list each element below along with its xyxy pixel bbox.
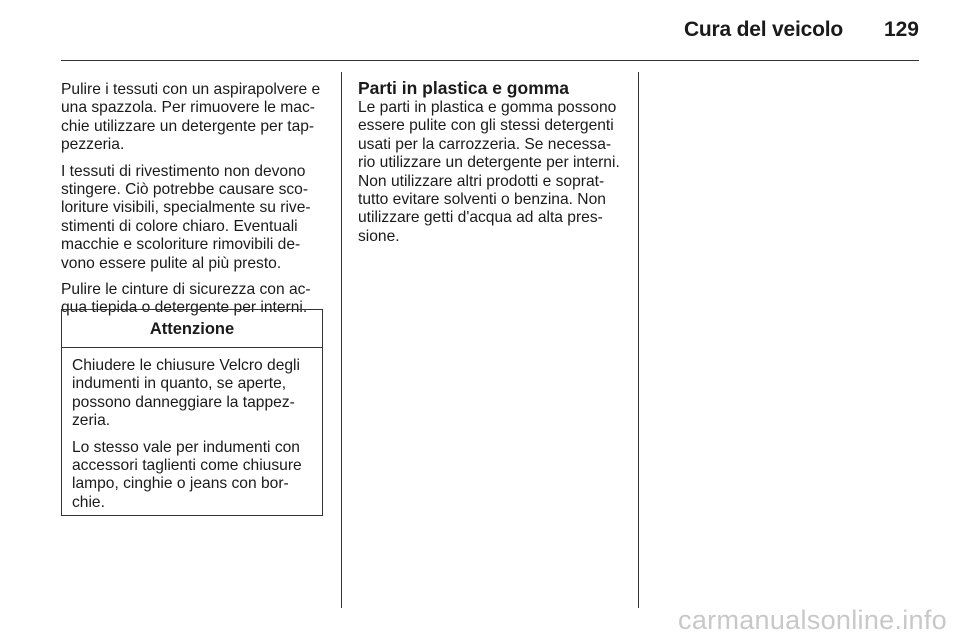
page-header (61, 0, 919, 61)
text-line: loriture visibili, specialmente su rive- (61, 199, 311, 217)
text-line: sione. (358, 227, 400, 245)
text-line: utilizzare getti d'acqua ad alta pres- (358, 209, 603, 227)
chapter-title: Cura del veicolo (683, 18, 843, 41)
page-number: 129 (883, 18, 919, 41)
column-divider (341, 72, 342, 608)
warning-paragraph-velcro (72, 357, 312, 431)
text-line: qua tiepida o detergente per interni. (61, 299, 308, 317)
paragraph-fabric-colorfast (61, 163, 323, 273)
text-line: Chiudere le chiusure Velcro degli (72, 357, 300, 374)
paragraph-plastic-rubber (358, 99, 625, 246)
text-line: lampo, cinghie o jeans con bor- (72, 475, 289, 493)
warning-box (61, 309, 323, 516)
text-line: pezzeria. (61, 136, 125, 154)
text-line: Le parti in plastica e gomma possono (358, 99, 617, 116)
text-line: chie utilizzare un detergente per tap- (61, 117, 315, 135)
text-line: vono essere pulite al più presto. (61, 254, 282, 272)
paragraph-fabric-cleaning (61, 81, 323, 155)
text-line: accessori taglienti come chiusure (72, 457, 302, 475)
text-line: una spazzola. Per rimuovere le mac- (61, 99, 315, 117)
text-line: essere pulite con gli stessi detergenti (358, 117, 614, 135)
column-divider (638, 72, 639, 608)
text-line: I tessuti di rivestimento non devono (61, 162, 306, 180)
text-line: rio utilizzare un detergente per interni. (358, 154, 620, 172)
text-line: Pulire le cinture di sicurezza con ac- (61, 281, 311, 299)
text-line: Non utilizzare altri prodotti e soprat- (358, 172, 605, 190)
text-line: tutto evitare solventi o benzina. Non (358, 191, 606, 209)
middle-column (358, 78, 625, 254)
text-line: stimenti di colore chiaro. Eventuali (61, 217, 298, 235)
text-line: Lo stesso vale per indumenti con (72, 438, 300, 456)
text-line: stingere. Ciò potrebbe causare sco- (61, 181, 309, 199)
text-line: indumenti in quanto, se aperte, (72, 375, 287, 393)
section-heading: Parti in plastica e gomma (358, 78, 570, 98)
warning-body (62, 348, 322, 512)
text-line: macchie e scoloriture rimovibili de- (61, 236, 301, 254)
text-line: possono danneggiare la tappez- (72, 393, 295, 411)
watermark: carmanualsonline.info (678, 605, 947, 635)
text-line: zeria. (72, 412, 111, 430)
left-column (61, 81, 323, 326)
text-line: Pulire i tessuti con un aspirapolvere e (61, 81, 321, 98)
warning-paragraph-sharp-accessories (72, 439, 312, 513)
text-line: usati per la carrozzeria. Se necessa- (358, 135, 612, 153)
text-line: chie. (72, 493, 105, 511)
warning-title: Attenzione (62, 310, 322, 348)
